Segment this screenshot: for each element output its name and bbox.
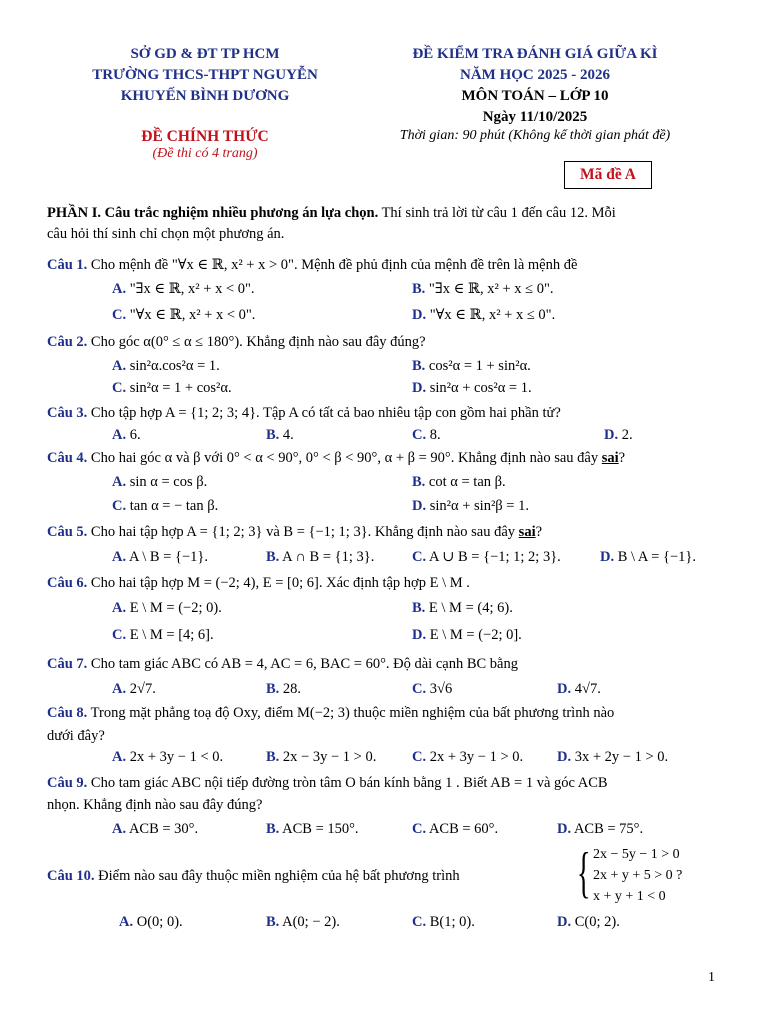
options-row [47,353,727,377]
question-tail: ? [618,450,626,466]
question-5 [47,522,727,543]
question-label: Câu 8. [47,705,88,721]
option-b: B. ACB = 150°. [266,821,359,837]
system-line-3: x + y + 1 < 0 [593,889,666,904]
question-4 [47,448,727,469]
official-label: ĐỀ CHÍNH THỨC [141,128,269,145]
question-text-line2: nhọn. Khẳng định nào sau đây đúng? [47,797,263,813]
options-row [47,302,727,328]
emphasis-word: sai [518,524,536,540]
options-row [47,276,727,302]
option-b: B. 2x − 3y − 1 > 0. [266,749,377,765]
department-name: SỞ GD & ĐT TP HCM [130,46,280,62]
exam-code-box: Mã đề A [564,161,652,189]
option-b: B. A(0; − 2). [266,914,340,930]
option-c: C. tan α = − tan β. [112,498,219,514]
option-d: D. 2. [604,427,633,443]
question-label: Câu 2. [47,334,88,350]
options-row [47,493,727,519]
option-c: C. "∀x ∈ ℝ, x² + x < 0". [112,307,256,323]
school-year: NĂM HỌC 2025 - 2026 [460,67,610,83]
question-3 [47,403,727,424]
subject: MÔN TOÁN – LỚP 10 [461,88,609,104]
options-row [47,621,727,648]
option-c: C. 8. [412,427,441,443]
pages-note: (Đề thi có 4 trang) [152,146,258,161]
option-c: C. sin²α = 1 + cos²α. [112,380,232,396]
option-d: D. E \ M = (−2; 0]. [412,627,522,643]
question-text: Cho góc α(0° ≤ α ≤ 180°). Khẳng định nào sau đây đúng? [87,334,426,350]
option-a: A. 2x + 3y − 1 < 0. [112,749,224,765]
option-d: D. C(0; 2). [557,914,620,930]
option-c: C. B(1; 0). [412,914,475,930]
question-text: Cho tam giác ABC có AB = 4, AC = 6, BAC = 60°. Độ dài cạnh BC bằng [87,656,518,672]
option-a: A. "∃x ∈ ℝ, x² + x < 0". [112,281,255,297]
option-c: C. 2x + 3y − 1 > 0. [412,749,524,765]
options-row [47,424,727,446]
inequality-system [577,842,683,907]
question-text: Cho hai góc α và β với 0° < α < 90°, 0° < β < 90°, α + β = 90°. Khẳng định nào sau đây [87,450,602,466]
option-b: B. "∃x ∈ ℝ, x² + x ≤ 0". [412,281,554,297]
question-label: Câu 7. [47,656,88,672]
emphasis-word: sai [601,450,619,466]
question-text: Cho hai tập hợp M = (−2; 4), E = [0; 6]. Xác định tập hợp E \ M . [87,575,470,591]
option-d: D. 4√7. [557,681,601,697]
question-text: Cho tập hợp A = {1; 2; 3; 4}. Tập A có tất cả bao nhiêu tập con gồm hai phần tử? [87,405,561,421]
option-a: A. sin α = cos β. [112,474,208,490]
question-text: Trong mặt phẳng toạ độ Oxy, điểm M(−2; 3) thuộc miền nghiệm của bất phương trình nào [87,705,615,721]
school-name-line1: TRƯỜNG THCS-THPT NGUYỄN [92,67,318,83]
option-c: C. 3√6 [412,681,453,697]
question-8 [47,703,727,724]
school-header [55,44,355,162]
option-c: C. A ∪ B = {−1; 1; 2; 3}. [412,549,561,565]
option-a: A. O(0; 0). [119,914,183,930]
exam-date: Ngày 11/10/2025 [482,109,588,125]
question-label: Câu 10. [47,868,95,884]
options-row [47,594,727,621]
part-desc: Thí sinh trả lời từ câu 1 đến câu 12. Mỗi [378,205,616,221]
question-label: Câu 1. [47,257,88,273]
option-b: B. 28. [266,681,302,697]
part-desc-line2: câu hỏi thí sinh chỉ chọn một phương án. [47,226,285,242]
option-d: D. "∀x ∈ ℝ, x² + x ≤ 0". [412,307,556,323]
part-heading [47,202,727,224]
system-line-1: 2x − 5y − 1 > 0 [593,847,680,862]
exam-header [370,44,700,144]
options-row [47,377,727,401]
question-label: Câu 4. [47,450,88,466]
question-text: Điểm nào sau đây thuộc miền nghiệm của hệ bất phương trình [94,868,460,884]
question-text: Cho hai tập hợp A = {1; 2; 3} và B = {−1; 1; 3}. Khẳng định nào sau đây [87,524,519,540]
option-b: B. A ∩ B = {1; 3}. [266,549,375,565]
question-label: Câu 3. [47,405,88,421]
page-number: 1 [708,970,715,985]
options-row [47,675,727,701]
option-a: A. E \ M = (−2; 0). [112,600,222,616]
time-note: Thời gian: 90 phút (Không kể thời gian phát đề) [399,128,671,143]
option-a: A. 6. [112,427,141,443]
question-6 [47,573,727,594]
option-a: A. A \ B = {−1}. [112,549,208,565]
system-line-2: 2x + y + 5 > 0 ? [593,868,683,883]
part-title: PHẦN I. Câu trắc nghiệm nhiều phương án lựa chọn. [47,205,379,221]
options-row [47,910,727,936]
option-d: D. B \ A = {−1}. [600,549,696,565]
option-d: D. sin²α + cos²α = 1. [412,380,532,396]
question-text-line2: dưới đây? [47,728,105,744]
options-row [47,747,727,769]
question-text: Cho tam giác ABC nội tiếp đường tròn tâm O bán kính bằng 1 . Biết AB = 1 và góc ACB [87,775,608,791]
option-c: C. E \ M = [4; 6]. [112,627,214,643]
option-d: D. 3x + 2y − 1 > 0. [557,749,669,765]
exam-content [47,202,727,936]
question-tail: ? [535,524,543,540]
question-label: Câu 6. [47,575,88,591]
question-1 [47,255,727,276]
exam-title: ĐỀ KIỂM TRA ĐÁNH GIÁ GIỮA KÌ [412,46,658,62]
question-10 [47,844,727,906]
option-b: B. cos²α = 1 + sin²α. [412,358,531,374]
question-2 [47,332,727,353]
question-label: Câu 9. [47,775,88,791]
option-a: A. sin²α.cos²α = 1. [112,358,220,374]
option-b: B. 4. [266,427,294,443]
question-7 [47,654,727,675]
school-name-line2: KHUYẾN BÌNH DƯƠNG [120,88,290,104]
option-d: D. sin²α + sin²β = 1. [412,498,529,514]
options-row [47,469,727,493]
option-c: C. ACB = 60°. [412,821,499,837]
option-a: A. 2√7. [112,681,156,697]
system-brace: { [577,842,591,904]
question-text: Cho mệnh đề "∀x ∈ ℝ, x² + x > 0". Mệnh đề phủ định của mệnh đề trên là mệnh đề [87,257,578,273]
question-label: Câu 5. [47,524,88,540]
option-b: B. cot α = tan β. [412,474,506,490]
option-a: A. ACB = 30°. [112,821,199,837]
option-d: D. ACB = 75°. [557,821,644,837]
options-row [47,816,727,840]
option-b: B. E \ M = (4; 6). [412,600,513,616]
options-row [47,543,727,569]
question-9 [47,773,727,794]
